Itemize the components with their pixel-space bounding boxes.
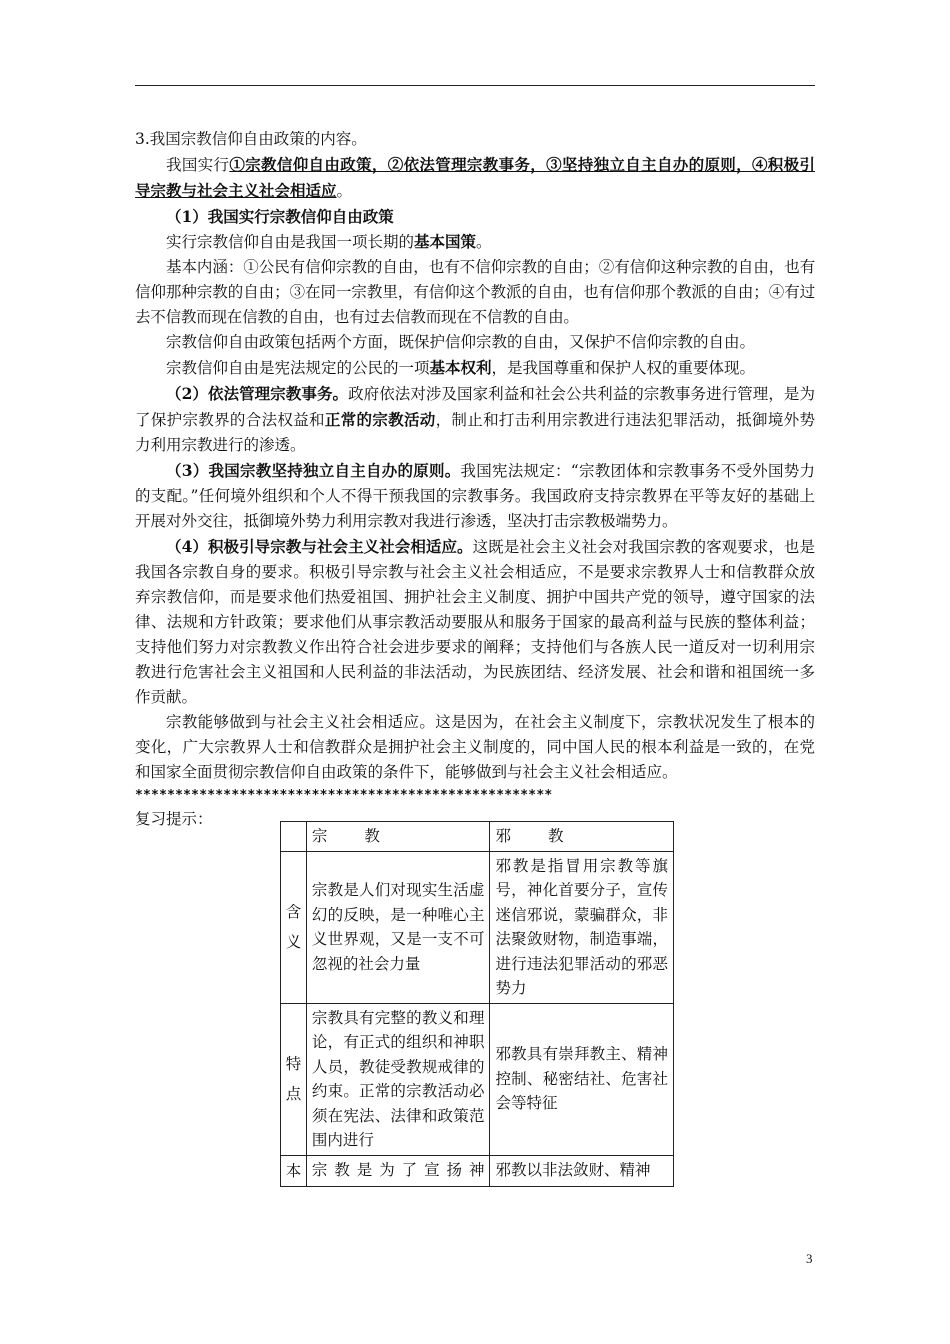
intro-policies: ①宗教信仰自由政策，②依法管理宗教事务，③坚持独立自主自办的原则，④积极引导宗教与社会主义社会相适应 [135, 155, 815, 200]
part2-bold: 正常的宗教活动 [324, 410, 436, 429]
row-label-text: 特点 [285, 1055, 302, 1103]
table-header-religion: 宗 教 [306, 822, 490, 852]
part1-p1 [135, 229, 815, 255]
row-label-essence: 本 [281, 1155, 307, 1186]
part4-paragraph [135, 534, 815, 710]
part1-p4 [135, 355, 815, 381]
document-body [135, 127, 815, 832]
table-header-cult: 邪 教 [490, 822, 674, 852]
part2-text1: 政府依法对涉及国家利益和社会公共利益的宗教事务进行管理，是为了保护宗教界的合法权益和 [135, 385, 815, 429]
part1-p4-text: 宗教信仰自由是宪法规定的公民的一项 [166, 359, 430, 377]
part4-text: 这既是社会主义社会对我国宗教的客观要求，也是我国各宗教自身的要求。积极引导宗教与社会主义社会相适应，不是要求宗教界人士和信教群众放弃宗教信仰，而是要求他们热爱祖国、拥护社会主义制度、拥护中国共产党的领导，遵守国家的法律、法规和方针政策；要求他们从事宗教活动要服从和服务于国家的最高利益与民族的整体利益；支持他们努力对宗教教义作出符合社会进步要求的阐释；支持他们与各族人民一道反对一切利用宗教进行危害社会主义祖国和人民利益的非法活动，为民族团结、经济发展、社会和谐和祖国统一多作贡献。 [135, 538, 815, 706]
cell-religion-essence: 宗教是为了宣扬神 [306, 1155, 490, 1186]
cell-cult-essence: 邪教以非法敛财、精神 [490, 1155, 674, 1186]
part2-paragraph [135, 381, 815, 458]
part1-heading: （1）我国实行宗教信仰自由政策 [166, 207, 394, 226]
cell-cult-meaning: 邪教是指冒用宗教等旗号，神化首要分子，宣传迷信邪说，蒙骗群众，非法聚敛财物，制造事端，进行违法犯罪活动的邪恶势力 [490, 851, 674, 1003]
page-number: 3 [806, 1251, 813, 1266]
part2-heading: （2）依法管理宗教事务。 [166, 384, 349, 403]
part3-paragraph [135, 458, 815, 534]
part1-p2: 基本内涵：①公民有信仰宗教的自由，也有不信仰宗教的自由；②有信仰这种宗教的自由，也有信仰那种宗教的自由；③在同一宗教里，有信仰这个教派的自由，也有信仰那个教派的自由；④有过去不信教而现在信教的自由，也有过去信教而现在不信教的自由。 [135, 258, 815, 326]
row-label-meaning [281, 851, 307, 1003]
separator-stars: **************************************************** [135, 788, 553, 803]
part4-p2: 宗教能够做到与社会主义社会相适应。这是因为，在社会主义制度下，宗教状况发生了根本的变化，广大宗教界人士和信教群众是拥护社会主义制度的，同中国人民的根本利益是一致的，在党和国家全面贯彻宗教信仰自由政策的条件下，能够做到与社会主义社会相适应。 [135, 713, 815, 781]
table-row [281, 1003, 674, 1155]
section-title: 3.我国宗教信仰自由政策的内容。 [135, 130, 367, 148]
intro-suffix: 。 [336, 182, 353, 200]
review-table [280, 821, 674, 1187]
part1-p4-bold: 基本权利 [429, 358, 492, 377]
part1-p1-suffix: 。 [476, 233, 492, 251]
part4-heading: （4）积极引导宗教与社会主义社会相适应。 [166, 537, 473, 556]
header-rule [135, 85, 815, 86]
part3-heading: （3）我国宗教坚持独立自主自办的原则。 [166, 461, 461, 480]
table-header-row [281, 822, 674, 852]
table-header-corner [281, 822, 307, 852]
cell-cult-features: 邪教具有崇拜教主、精神控制、秘密结社、危害社会等特征 [490, 1003, 674, 1155]
part1-p1-bold: 基本国策 [414, 232, 477, 251]
part1-p3: 宗教信仰自由政策包括两个方面，既保护信仰宗教的自由，又保护不信仰宗教的自由。 [166, 333, 756, 351]
table-row [281, 851, 674, 1003]
row-label-text: 含义 [285, 903, 302, 951]
row-label-features [281, 1003, 307, 1155]
cell-religion-features: 宗教具有完整的教义和理论，有正式的组织和神职人员，教徒受教规戒律的约束。正常的宗教活动必须在宪法、法律和政策范围内进行 [306, 1003, 490, 1155]
part2-text2: ，制止和打击利用宗教进行违法犯罪活动，抵御境外势力利用宗教进行的渗透。 [135, 411, 815, 454]
part1-p4-suffix: ，是我国尊重和保护人权的重要体现。 [491, 359, 756, 377]
intro-prefix: 我国实行 [166, 156, 230, 174]
part1-p1-text: 实行宗教信仰自由是我国一项长期的 [166, 233, 415, 251]
review-label: 复习提示： [135, 810, 213, 828]
table-row [281, 1155, 674, 1186]
cell-religion-meaning: 宗教是人们对现实生活虚幻的反映，是一种唯心主义世界观，又是一支不可忽视的社会力量 [306, 851, 490, 1003]
part3-text: 我国宪法规定：“宗教团体和宗教事务不受外国势力的支配。”任何境外组织和个人不得干预我国的宗教事务。我国政府支持宗教界在平等友好的基础上开展对外交往，抵御境外势力利用宗教对我进行渗透，坚决打击宗教极端势力。 [135, 462, 815, 530]
intro-paragraph [135, 152, 815, 204]
